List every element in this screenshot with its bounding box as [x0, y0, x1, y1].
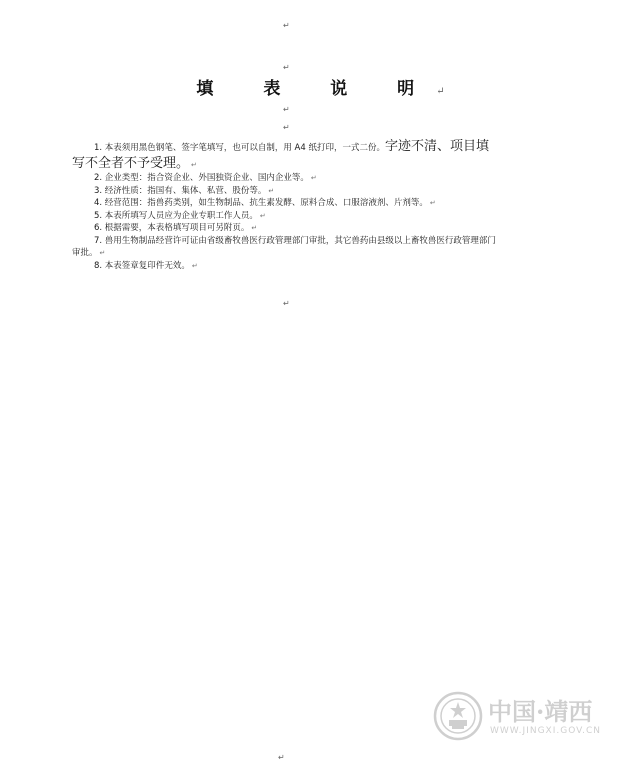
note-item [72, 138, 496, 172]
paragraph-mark: ↵ [429, 199, 436, 207]
title-text: 填 表 说 明 [196, 79, 437, 99]
paragraph-mark: ↵ [310, 174, 317, 182]
paragraph-mark: ↵ [283, 299, 290, 308]
paragraph-mark: ↵ [268, 186, 275, 195]
note-text: 2. 企业类型：指合资企业、外国独资企业、国内企业等。 [94, 173, 309, 183]
note-item [72, 185, 496, 198]
paragraph-mark: ↵ [283, 63, 290, 72]
note-emphasis: 字迹不清、项目填写不全者不予受理。 [72, 139, 489, 171]
paragraph-mark: ↵ [278, 753, 285, 762]
page-title [0, 78, 641, 103]
note-item [72, 197, 496, 210]
watermark-url: WWW.JINGXI.GOV.CN [490, 726, 601, 736]
paragraph-mark: ↵ [251, 224, 258, 232]
paragraph-mark: ↵ [191, 161, 197, 169]
note-text: 1. 本表须用黑色钢笔、签字笔填写，也可以自制，用 A4 纸打印，一式二份。 [94, 143, 385, 153]
return-mark: ↵ [436, 86, 445, 97]
paragraph-mark: ↵ [191, 261, 198, 270]
paragraph-mark: ↵ [283, 123, 290, 132]
note-item [72, 235, 496, 260]
note-text: 7. 兽用生物制品经营许可证由省级畜牧兽医行政管理部门审批，其它兽药由县级以上畜牧兽医行政管理部门审批。 [72, 235, 496, 258]
paragraph-mark: ↵ [259, 211, 266, 220]
watermark-site-name: 中国·靖西 [488, 697, 593, 726]
paragraph-mark: ↵ [283, 21, 290, 30]
paragraph-mark: ↵ [283, 105, 290, 114]
note-text: 4. 经营范围：指兽药类别，如生物制品、抗生素发酵、原料合成、口服溶液剂、片剂等。 [94, 198, 428, 208]
note-item [72, 172, 496, 185]
paragraph-mark: ↵ [99, 249, 106, 257]
note-item [72, 260, 496, 273]
site-watermark [432, 686, 632, 746]
notes-list [72, 138, 496, 272]
note-text: 5. 本表所填写人员应为企业专职工作人员。 [94, 210, 258, 221]
note-item [72, 210, 496, 223]
note-text: 3. 经济性质：指国有、集体、私营、股份等。 [94, 185, 267, 196]
note-text: 8. 本表签章复印件无效。 [94, 260, 190, 271]
note-item [72, 222, 496, 235]
note-text: 6. 根据需要，本表格填写项目可另附页。 [94, 223, 250, 233]
national-emblem-icon [432, 690, 484, 742]
